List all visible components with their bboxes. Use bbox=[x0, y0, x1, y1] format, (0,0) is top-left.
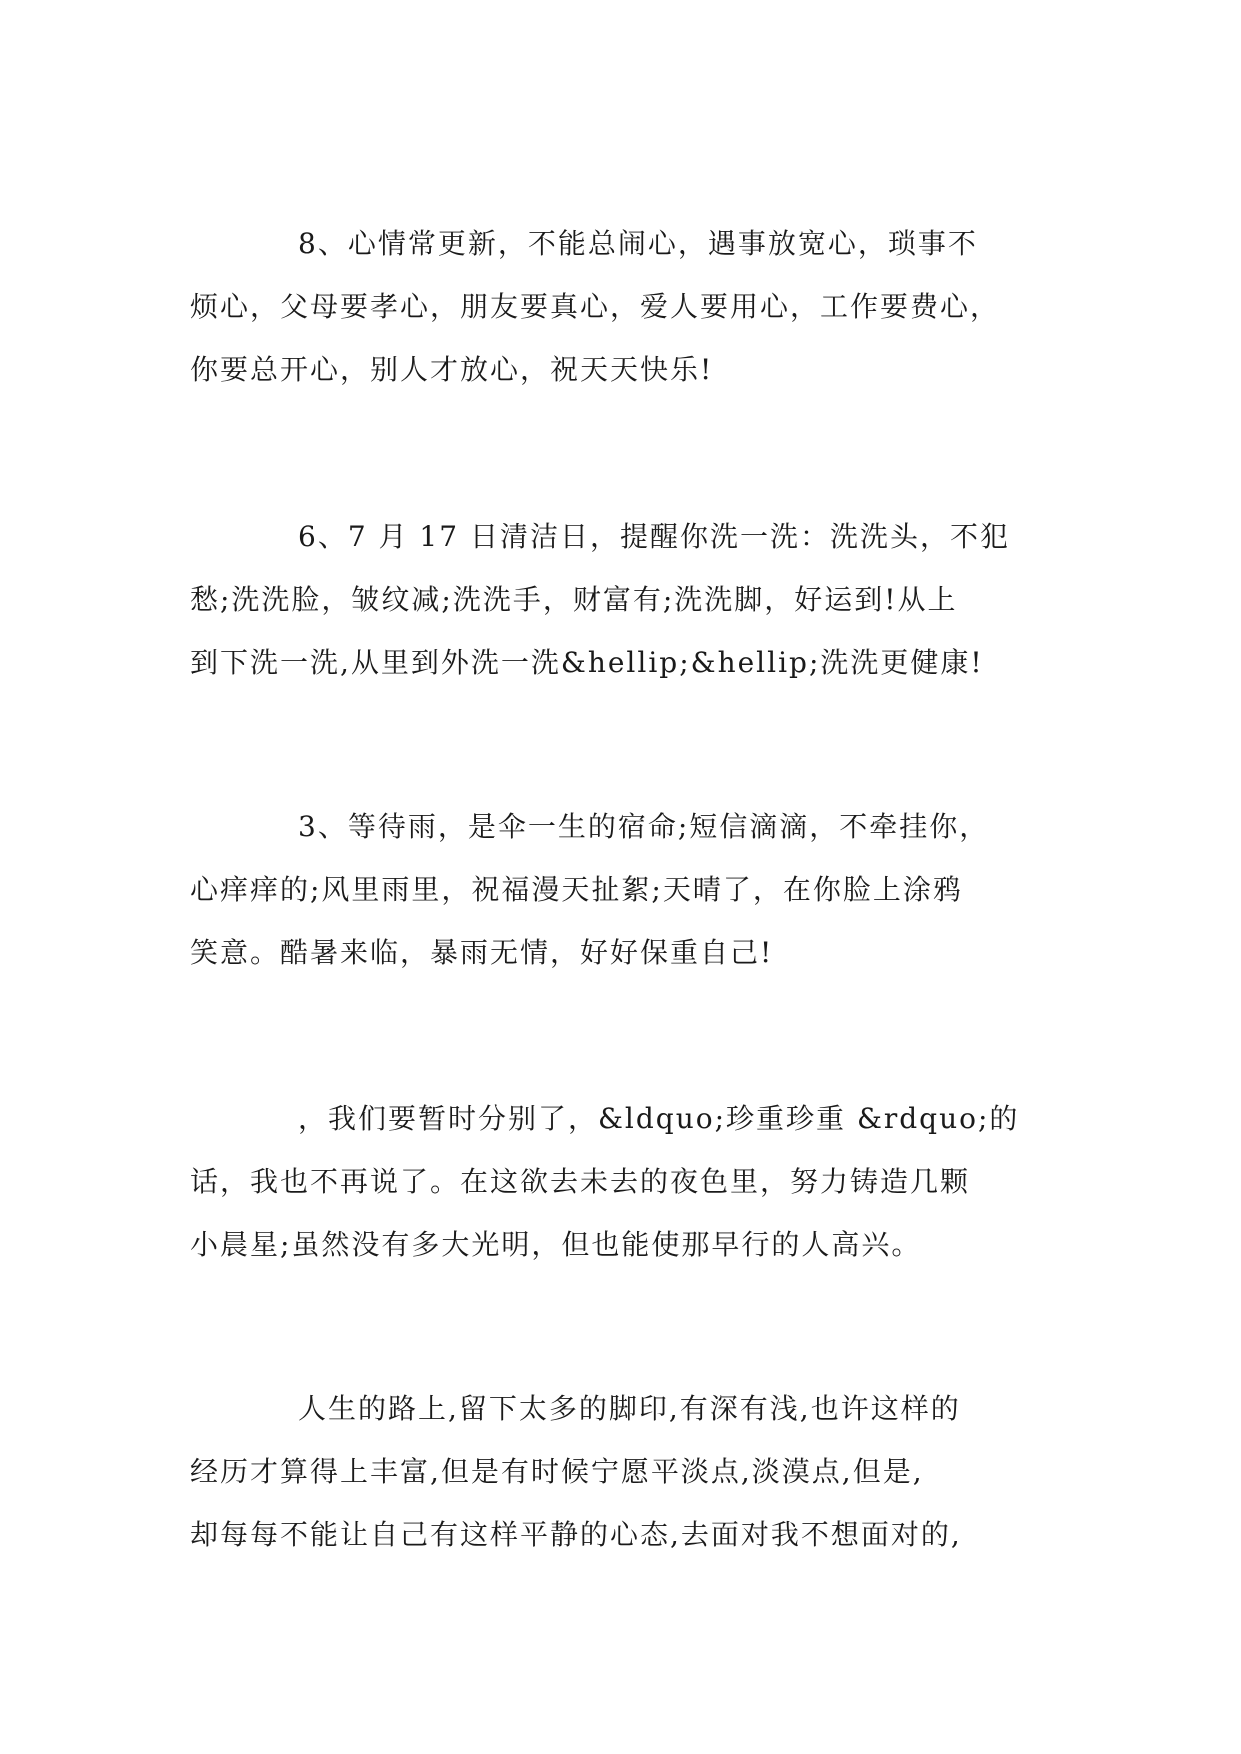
text-line: 话，我也不再说了。在这欲去未去的夜色里，努力铸造几颗 bbox=[190, 1165, 971, 1198]
text-line: 经历才算得上丰富,但是有时候宁愿平淡点,淡漠点,但是, bbox=[190, 1455, 924, 1488]
text-line: 6、7 月 17 日清洁日，提醒你洗一洗：洗洗头，不犯 bbox=[298, 520, 1010, 553]
text-line: 到下洗一洗,从里到外洗一洗&hellip;&hellip;洗洗更健康! bbox=[190, 646, 984, 679]
text-line: 人生的路上,留下太多的脚印,有深有浅,也许这样的 bbox=[298, 1392, 961, 1425]
text-line: 却每每不能让自己有这样平静的心态,去面对我不想面对的, bbox=[190, 1518, 962, 1551]
paragraph-life-road bbox=[190, 1377, 1050, 1566]
text-line: ，我们要暂时分别了，&ldquo;珍重珍重 &rdquo;的 bbox=[298, 1102, 1020, 1135]
paragraph-item-8 bbox=[190, 212, 1050, 401]
paragraph-item-6 bbox=[190, 505, 1050, 694]
text-line: 你要总开心，别人才放心，祝天天快乐! bbox=[190, 353, 714, 386]
text-line: 小晨星;虽然没有多大光明，但也能使那早行的人高兴。 bbox=[190, 1228, 922, 1261]
text-line: 8、心情常更新，不能总闹心，遇事放宽心，琐事不 bbox=[298, 227, 978, 260]
text-line: 笑意。酷暑来临，暴雨无情，好好保重自己! bbox=[190, 936, 774, 969]
text-line: 心痒痒的;风里雨里，祝福漫天扯絮;天晴了，在你脸上涂鸦 bbox=[190, 873, 963, 906]
paragraph-item-3 bbox=[190, 795, 1050, 984]
text-line: 烦心，父母要孝心，朋友要真心，爱人要用心，工作要费心， bbox=[190, 290, 1001, 323]
paragraph-farewell bbox=[190, 1087, 1050, 1276]
text-line: 愁;洗洗脸，皱纹减;洗洗手，财富有;洗洗脚，好运到!从上 bbox=[190, 583, 958, 616]
text-line: 3、等待雨，是伞一生的宿命;短信滴滴，不牵挂你， bbox=[298, 810, 990, 843]
